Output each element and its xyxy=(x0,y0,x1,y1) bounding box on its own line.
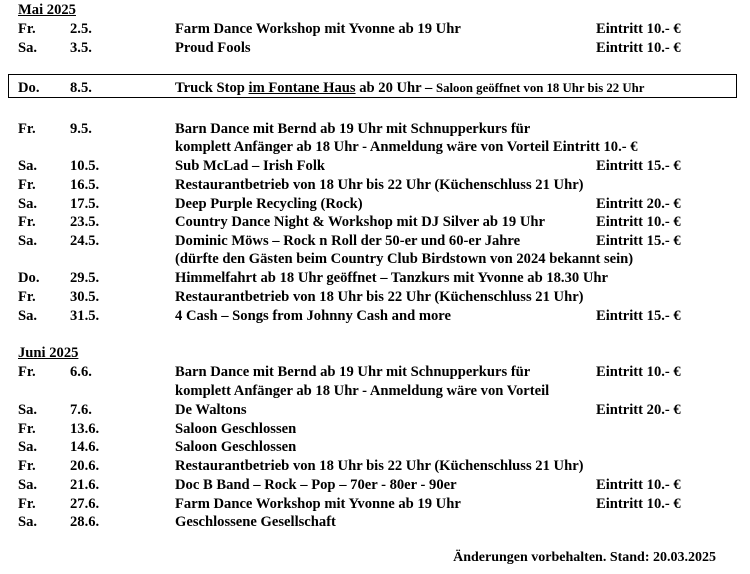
event-day: Sa. xyxy=(18,233,38,249)
event-day: Do. xyxy=(18,270,40,286)
event-day: Sa. xyxy=(18,514,38,530)
event-day: Fr. xyxy=(18,421,36,437)
footer-note: Änderungen vorbehalten. Stand: 20.03.2025 xyxy=(453,550,716,565)
event-title: Deep Purple Recycling (Rock) xyxy=(175,196,363,212)
event-day: Fr. xyxy=(18,21,36,37)
event-entry: Eintritt 15.- € xyxy=(596,308,681,324)
event-day: Do. xyxy=(18,80,40,96)
event-date: 31.5. xyxy=(70,308,100,324)
event-row-continued xyxy=(0,382,750,400)
event-title: Restaurantbetrieb von 18 Uhr bis 22 Uhr (Küchenschluss 21 Uhr) xyxy=(175,177,584,193)
event-date: 2.5. xyxy=(70,21,92,37)
event-row-continued xyxy=(0,138,750,156)
event-date: 29.5. xyxy=(70,270,100,286)
event-entry: Eintritt 10.- € xyxy=(596,477,681,493)
event-row xyxy=(0,269,750,287)
venue-link[interactable]: im Fontane Haus xyxy=(248,80,356,96)
event-row xyxy=(0,176,750,194)
event-row xyxy=(0,195,750,213)
event-date: 6.6. xyxy=(70,364,92,380)
event-date: 28.6. xyxy=(70,514,100,530)
event-date: 27.6. xyxy=(70,496,100,512)
event-day: Sa. xyxy=(18,196,38,212)
event-row xyxy=(0,232,750,250)
event-title: Barn Dance mit Bernd ab 19 Uhr mit Schnupperkurs für xyxy=(175,364,531,380)
event-row xyxy=(0,157,750,175)
event-date: 3.5. xyxy=(70,40,92,56)
event-day: Fr. xyxy=(18,496,36,512)
event-title: Country Dance Night & Workshop mit DJ Silver ab 19 Uhr xyxy=(175,214,546,230)
event-day: Sa. xyxy=(18,40,38,56)
event-date: 14.6. xyxy=(70,439,100,455)
event-row xyxy=(0,120,750,138)
event-row xyxy=(0,420,750,438)
event-entry: Eintritt 10.- € xyxy=(596,21,681,37)
event-entry: Eintritt 15.- € xyxy=(596,158,681,174)
event-row xyxy=(0,39,750,57)
event-row xyxy=(0,513,750,531)
event-title: 4 Cash – Songs from Johnny Cash and more xyxy=(175,308,451,324)
event-row xyxy=(0,476,750,494)
event-row xyxy=(0,307,750,325)
event-day: Sa. xyxy=(18,402,38,418)
event-title: komplett Anfänger ab 18 Uhr - Anmeldung wäre von Vorteil xyxy=(175,383,550,399)
event-date: 8.5. xyxy=(70,80,92,96)
event-date: 20.6. xyxy=(70,458,100,474)
event-row xyxy=(0,363,750,381)
event-day: Fr. xyxy=(18,121,36,137)
event-day: Sa. xyxy=(18,477,38,493)
event-day: Sa. xyxy=(18,158,38,174)
event-title: Dominic Möws – Rock n Roll der 50-er und 60-er Jahre xyxy=(175,233,521,249)
event-title: Farm Dance Workshop mit Yvonne ab 19 Uhr xyxy=(175,496,461,512)
event-day: Fr. xyxy=(18,458,36,474)
event-row xyxy=(0,457,750,475)
event-entry: Eintritt 10.- € xyxy=(596,40,681,56)
event-day: Sa. xyxy=(18,308,38,324)
event-title: De Waltons xyxy=(175,402,247,418)
event-title: (dürfte den Gästen beim Country Club Birdstown von 2024 bekannt sein) xyxy=(175,251,634,267)
event-date: 16.5. xyxy=(70,177,100,193)
event-title: Himmelfahrt ab 18 Uhr geöffnet – Tanzkurs mit Yvonne ab 18.30 Uhr xyxy=(175,270,608,286)
event-date: 10.5. xyxy=(70,158,100,174)
event-title: Farm Dance Workshop mit Yvonne ab 19 Uhr xyxy=(175,21,461,37)
event-day: Fr. xyxy=(18,289,36,305)
event-entry: Eintritt 10.- € xyxy=(596,496,681,512)
event-title: Geschlossene Gesellschaft xyxy=(175,514,336,530)
event-title: Barn Dance mit Bernd ab 19 Uhr mit Schnupperkurs für xyxy=(175,121,531,137)
event-entry: Eintritt 10.- € xyxy=(596,364,681,380)
event-day: Fr. xyxy=(18,177,36,193)
event-date: 17.5. xyxy=(70,196,100,212)
event-entry: Eintritt 15.- € xyxy=(596,233,681,249)
highlight-event-row xyxy=(0,79,750,97)
event-date: 30.5. xyxy=(70,289,100,305)
event-row xyxy=(0,20,750,38)
event-row xyxy=(0,213,750,231)
event-row xyxy=(0,401,750,419)
event-date: 24.5. xyxy=(70,233,100,249)
event-date: 23.5. xyxy=(70,214,100,230)
event-day: Sa. xyxy=(18,439,38,455)
event-title: Saloon Geschlossen xyxy=(175,421,297,437)
month-heading-juni: Juni 2025 xyxy=(18,345,79,361)
event-row xyxy=(0,288,750,306)
event-title: Doc B Band – Rock – Pop – 70er - 80er - 90er xyxy=(175,477,457,493)
event-title-pre: Truck Stop xyxy=(175,80,249,96)
event-entry: Eintritt 10.- € xyxy=(596,214,681,230)
event-row-continued xyxy=(0,250,750,268)
event-title: Saloon Geschlossen xyxy=(175,439,297,455)
event-title: komplett Anfänger ab 18 Uhr - Anmeldung wäre von Vorteil Eintritt 10.- € xyxy=(175,139,638,155)
event-entry: Eintritt 20.- € xyxy=(596,402,681,418)
event-title xyxy=(175,79,644,97)
event-date: 7.6. xyxy=(70,402,92,418)
event-title: Restaurantbetrieb von 18 Uhr bis 22 Uhr (Küchenschluss 21 Uhr) xyxy=(175,458,584,474)
event-title: Restaurantbetrieb von 18 Uhr bis 22 Uhr (Küchenschluss 21 Uhr) xyxy=(175,289,584,305)
event-entry: Eintritt 20.- € xyxy=(596,196,681,212)
event-day: Fr. xyxy=(18,364,36,380)
event-date: 9.5. xyxy=(70,121,92,137)
event-date: 21.6. xyxy=(70,477,100,493)
event-day: Fr. xyxy=(18,214,36,230)
event-row xyxy=(0,495,750,513)
event-title: Proud Fools xyxy=(175,40,251,56)
cropped-top-text xyxy=(338,0,341,4)
event-title: Sub McLad – Irish Folk xyxy=(175,158,326,174)
saloon-note: Saloon geöffnet von 18 Uhr bis 22 Uhr xyxy=(435,81,645,95)
month-heading-mai: Mai 2025 xyxy=(18,2,76,18)
event-title-post: ab 20 Uhr – xyxy=(355,80,436,96)
event-date: 13.6. xyxy=(70,421,100,437)
event-row xyxy=(0,438,750,456)
